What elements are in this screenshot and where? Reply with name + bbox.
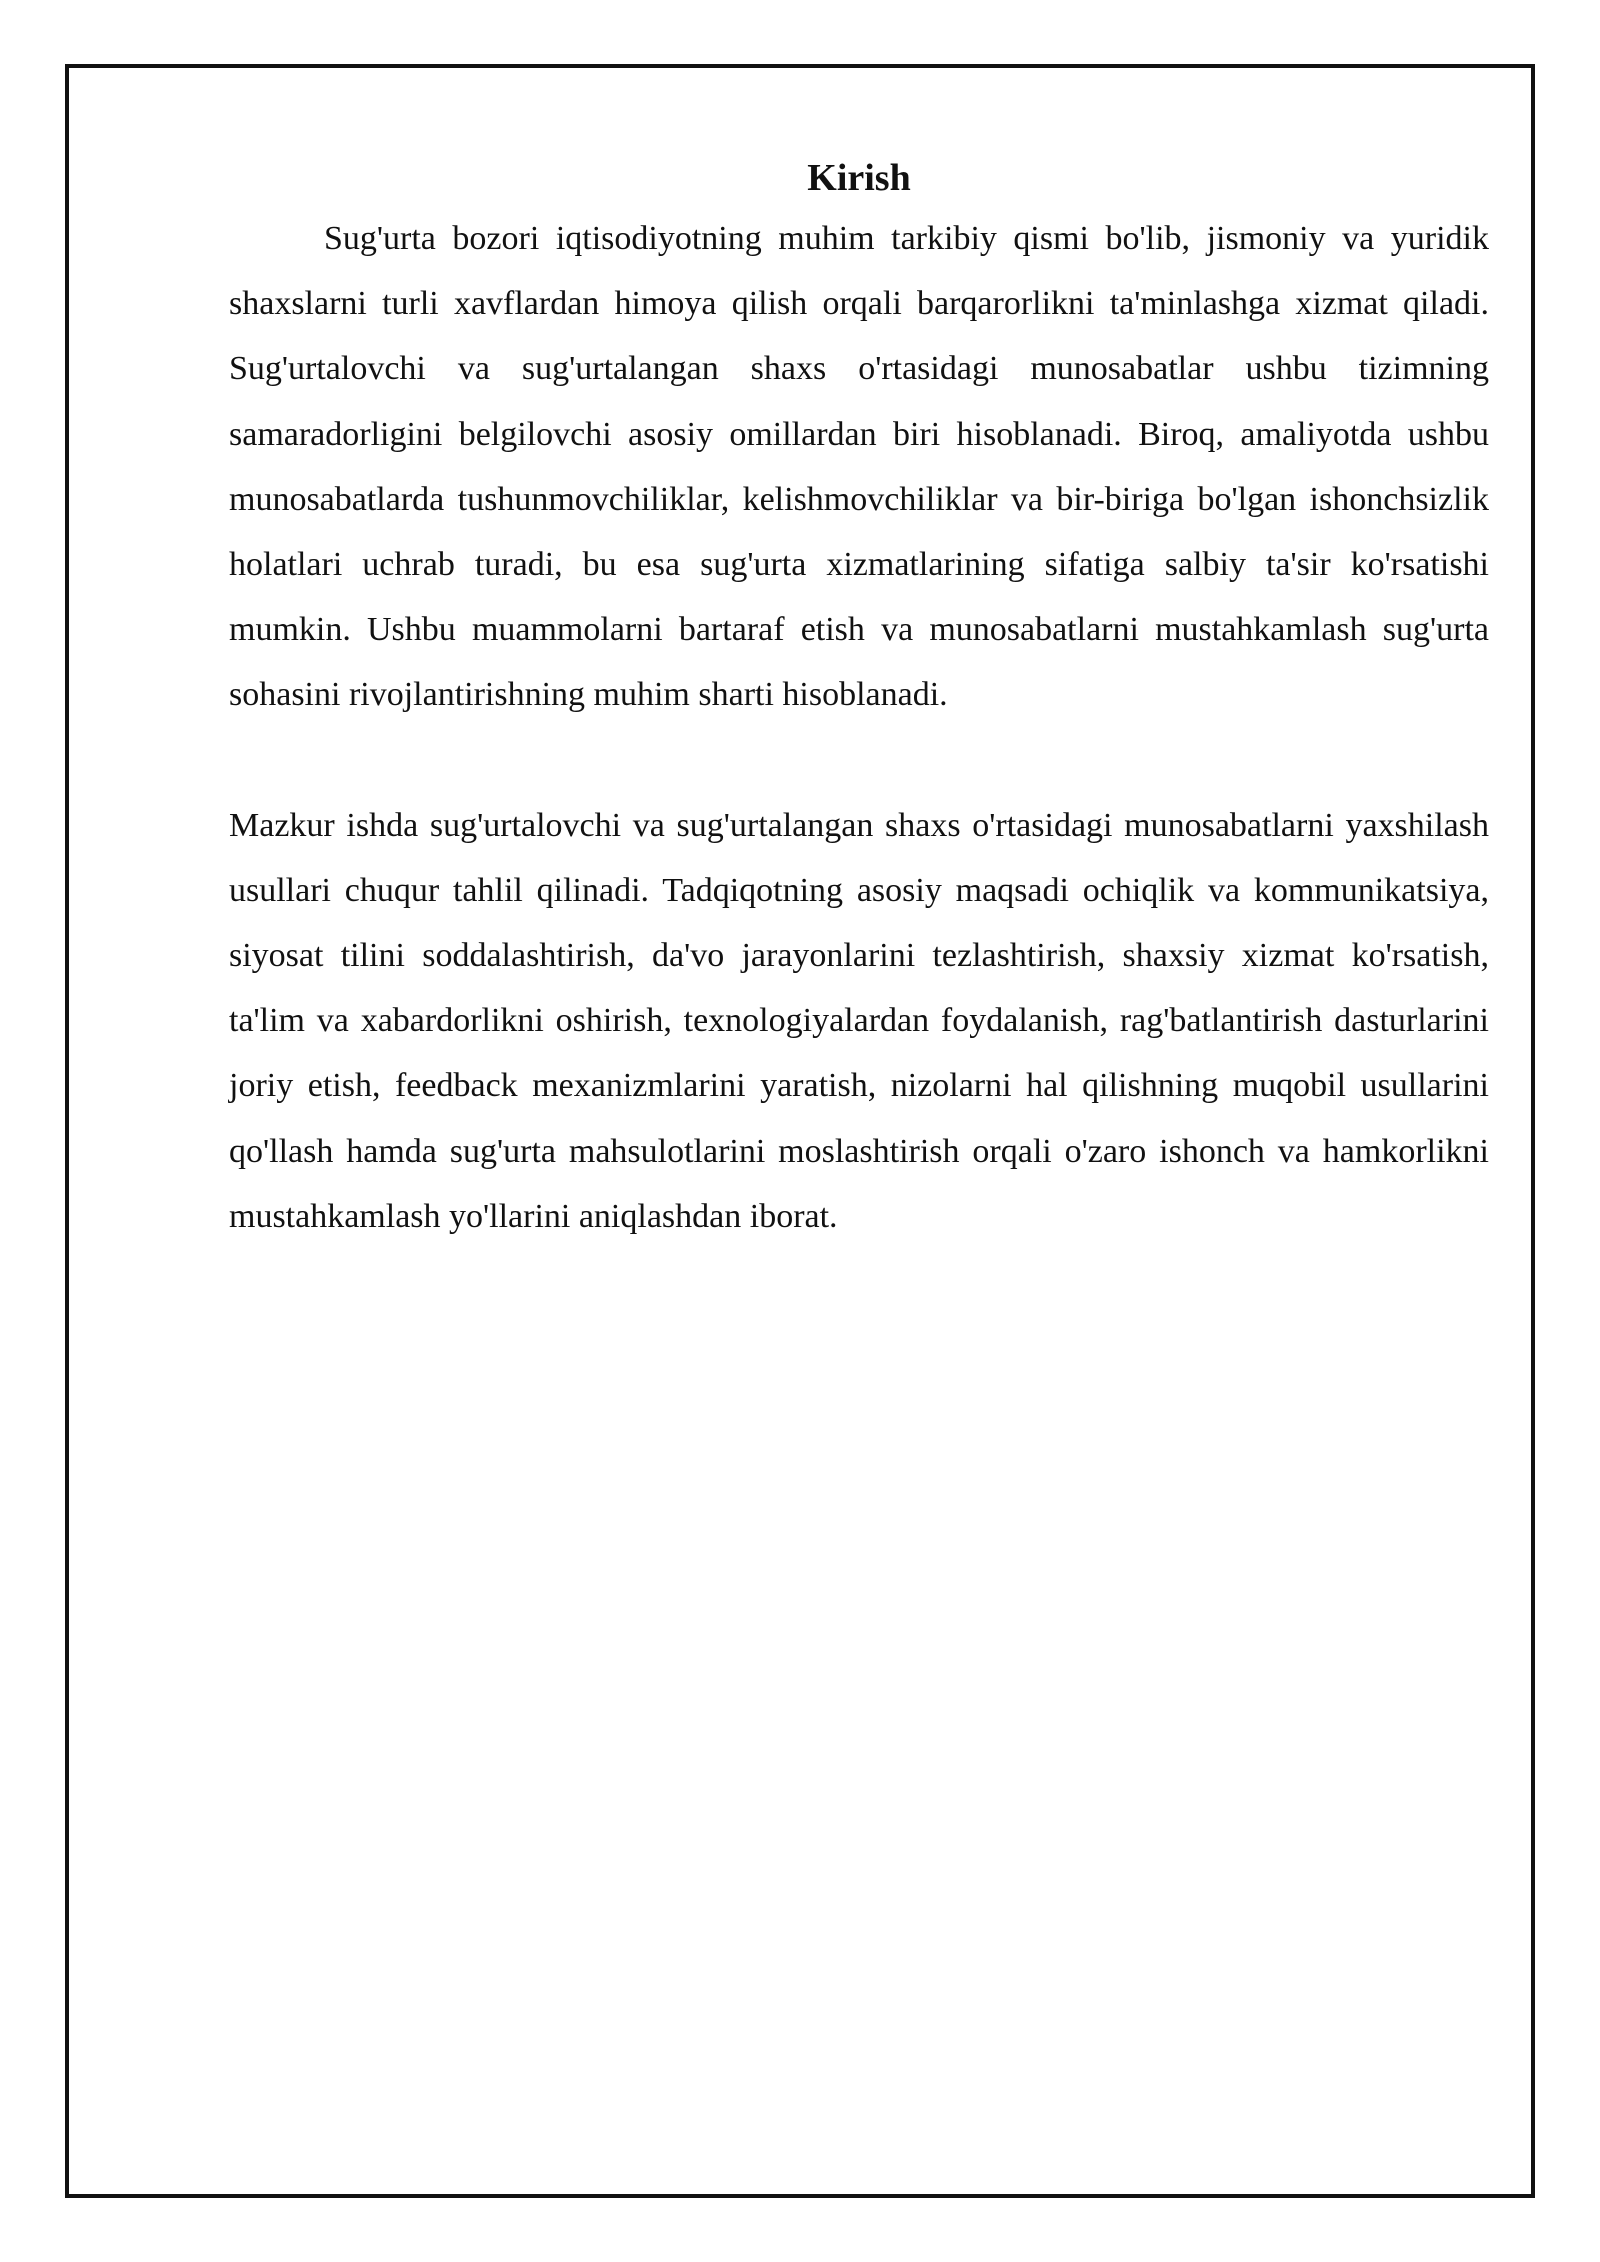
intro-paragraph-2: Mazkur ishda sug'urtalovchi va sug'urtalangan shaxs o'rtasidagi munosabatlarni yaxshilash usullari chuqur tahlil qilinadi. Tadqiqotning asosiy maqsadi ochiqlik va kommunikatsiya, siyosat tilini soddalashtirish, da'vo jarayonlarini tezlashtirish, shaxsiy xizmat ko'rsatish, ta'lim va xabardorlikni oshirish, texnologiyalardan foydalanish, rag'batlantirish dasturlarini joriy etish, feedback mexanizmlarini yaratish, nizolarni hal qilishning muqobil usullarini qo'llash hamda sug'urta mahsulotlarini moslashtirish orqali o'zaro ishonch va hamkorlikni mustahkamlash yo'llarini aniqlashdan iborat.	[229, 806, 1489, 1235]
document-body	[229, 150, 1489, 1249]
page-title: Kirish	[807, 157, 911, 199]
intro-paragraph-1: Sug'urta bozori iqtisodiyotning muhim tarkibiy qismi bo'lib, jismoniy va yuridik shaxslarni turli xavflardan himoya qilish orqali barqarorlikni ta'minlashga xizmat qiladi. Sug'urtalovchi va sug'urtalangan shaxs o'rtasidagi munosabatlar ushbu tizimning samaradorligini belgilovchi asosiy omillardan biri hisoblanadi. Biroq, amaliyotda ushbu munosabatlarda tushunmovchiliklar, kelishmovchiliklar va bir-biriga bo'lgan ishonchsizlik holatlari uchrab turadi, bu esa sug'urta xizmatlarining sifatiga salbiy ta'sir ko'rsatishi mumkin. Ushbu muammolarni bartaraf etish va munosabatlarni mustahkamlash sug'urta sohasini rivojlantirishning muhim sharti hisoblanadi.	[229, 220, 1489, 714]
